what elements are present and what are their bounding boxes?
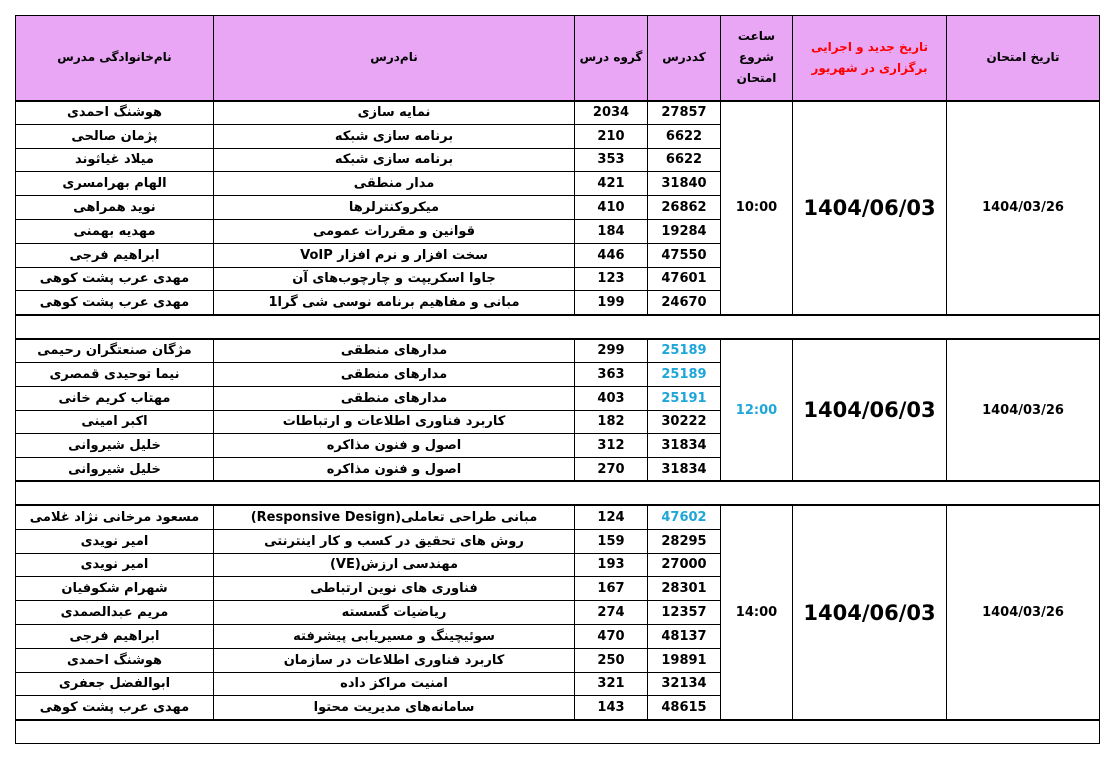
exam-date-cell: 1404/03/26 [947,339,1100,482]
table-row [16,505,1100,529]
course-group-cell: 274 [575,601,648,625]
course-code-cell: 32134 [648,672,721,696]
course-name-cell: نمایه سازی [214,101,575,125]
instructor-cell: ابراهیم فرجی [16,624,214,648]
course-code-cell: 25189 [648,339,721,363]
exam-schedule-table [15,15,1100,744]
course-name-cell: سوئیچینگ و مسیریابی پیشرفته [214,624,575,648]
course-group-cell: 321 [575,672,648,696]
course-group-cell: 410 [575,196,648,220]
group-separator-row [16,315,1100,339]
course-group-cell: 299 [575,339,648,363]
course-name-cell: مدار منطقی [214,172,575,196]
instructor-cell: الهام بهرامسری [16,172,214,196]
course-code-cell: 31840 [648,172,721,196]
group-separator-cell [16,720,1100,744]
course-code-cell: 48615 [648,696,721,720]
course-code-cell: 25189 [648,362,721,386]
new-date-cell: 1404/06/03 [793,101,947,315]
start-time-cell: 14:00 [721,505,793,719]
group-separator-cell [16,481,1100,505]
exam-date-cell: 1404/03/26 [947,101,1100,315]
course-name-cell: میکروکنترلرها [214,196,575,220]
course-group-cell: 143 [575,696,648,720]
course-code-cell: 6622 [648,124,721,148]
instructor-cell: خلیل شیروانی [16,458,214,482]
course-group-cell: 123 [575,267,648,291]
course-name-cell: مدارهای منطقی [214,362,575,386]
course-group-cell: 363 [575,362,648,386]
course-group-cell: 199 [575,291,648,315]
course-code-cell: 12357 [648,601,721,625]
instructor-cell: میلاد غیاثوند [16,148,214,172]
instructor-cell: خلیل شیروانی [16,434,214,458]
instructor-cell: ابوالفضل جعفری [16,672,214,696]
start-time-cell: 10:00 [721,101,793,315]
course-code-cell: 47550 [648,243,721,267]
header-start-time: ساعت شروع امتحان [721,16,793,101]
course-group-cell: 270 [575,458,648,482]
course-name-cell: کاربرد فناوری اطلاعات در سازمان [214,648,575,672]
course-group-cell: 184 [575,219,648,243]
course-name-cell: مبانی طراحی تعاملی(Responsive Design) [214,505,575,529]
course-group-cell: 403 [575,386,648,410]
group-separator-row [16,481,1100,505]
course-name-cell: روش های تحقیق در کسب و کار اینترنتی [214,529,575,553]
course-name-cell: اصول و فنون مذاکره [214,434,575,458]
instructor-cell: مهدی عرب پشت کوهی [16,267,214,291]
course-name-cell: مهندسی ارزش(VE) [214,553,575,577]
start-time-cell: 12:00 [721,339,793,482]
instructor-cell: نیما توحیدی قمصری [16,362,214,386]
header-instructor: نام‌خانوادگی مدرس [16,16,214,101]
exam-date-cell: 1404/03/26 [947,505,1100,719]
header-course-group: گروه درس [575,16,648,101]
header-new-date: تاریخ جدید و اجرایی برگزاری در شهریور [793,16,947,101]
course-name-cell: برنامه سازی شبکه [214,124,575,148]
instructor-cell: هوشنگ احمدی [16,101,214,125]
course-code-cell: 28295 [648,529,721,553]
course-code-cell: 31834 [648,434,721,458]
instructor-cell: مریم عبدالصمدی [16,601,214,625]
instructor-cell: مهتاب کریم خانی [16,386,214,410]
course-group-cell: 353 [575,148,648,172]
course-code-cell: 19284 [648,219,721,243]
group-separator-row [16,720,1100,744]
header-exam-date: تاریخ امتحان [947,16,1100,101]
new-date-cell: 1404/06/03 [793,505,947,719]
course-code-cell: 26862 [648,196,721,220]
course-group-cell: 470 [575,624,648,648]
course-group-cell: 2034 [575,101,648,125]
course-name-cell: سخت افزار و نرم افزار VoIP [214,243,575,267]
table-row [16,101,1100,125]
instructor-cell: ابراهیم فرجی [16,243,214,267]
course-name-cell: اصول و فنون مذاکره [214,458,575,482]
course-code-cell: 30222 [648,410,721,434]
course-name-cell: فناوری های نوین ارتباطی [214,577,575,601]
instructor-cell: مهدیه بهمنی [16,219,214,243]
course-code-cell: 27000 [648,553,721,577]
course-group-cell: 124 [575,505,648,529]
course-code-cell: 47601 [648,267,721,291]
instructor-cell: شهرام شکوفیان [16,577,214,601]
course-code-cell: 27857 [648,101,721,125]
instructor-cell: اکبر امینی [16,410,214,434]
instructor-cell: مژگان صنعتگران رحیمی [16,339,214,363]
course-name-cell: مدارهای منطقی [214,386,575,410]
course-code-cell: 25191 [648,386,721,410]
course-name-cell: ریاضیات گسسته [214,601,575,625]
new-date-cell: 1404/06/03 [793,339,947,482]
course-code-cell: 47602 [648,505,721,529]
course-name-cell: برنامه سازی شبکه [214,148,575,172]
instructor-cell: امیر نویدی [16,529,214,553]
course-name-cell: جاوا اسکریپت و چارچوب‌های آن [214,267,575,291]
course-group-cell: 193 [575,553,648,577]
course-name-cell: امنیت مراکز داده [214,672,575,696]
course-group-cell: 312 [575,434,648,458]
course-code-cell: 28301 [648,577,721,601]
instructor-cell: مهدی عرب پشت کوهی [16,696,214,720]
course-code-cell: 24670 [648,291,721,315]
header-row [16,16,1100,101]
course-code-cell: 6622 [648,148,721,172]
header-course-code: کددرس [648,16,721,101]
course-group-cell: 182 [575,410,648,434]
instructor-cell: پژمان صالحی [16,124,214,148]
course-group-cell: 210 [575,124,648,148]
course-name-cell: قوانین و مقررات عمومی [214,219,575,243]
course-name-cell: کاربرد فناوری اطلاعات و ارتباطات [214,410,575,434]
course-group-cell: 421 [575,172,648,196]
instructor-cell: مسعود مرخانی نژاد غلامی [16,505,214,529]
instructor-cell: امیر نویدی [16,553,214,577]
course-code-cell: 48137 [648,624,721,648]
header-course-name: نام‌درس [214,16,575,101]
instructor-cell: نوید همراهی [16,196,214,220]
group-separator-cell [16,315,1100,339]
course-group-cell: 446 [575,243,648,267]
instructor-cell: مهدی عرب پشت کوهی [16,291,214,315]
course-code-cell: 31834 [648,458,721,482]
instructor-cell: هوشنگ احمدی [16,648,214,672]
course-code-cell: 19891 [648,648,721,672]
table-row [16,339,1100,363]
course-name-cell: مدارهای منطقی [214,339,575,363]
course-group-cell: 250 [575,648,648,672]
course-name-cell: سامانه‌های مدیریت محتوا [214,696,575,720]
course-name-cell: مبانی و مفاهیم برنامه نوسی شی گرا1 [214,291,575,315]
course-group-cell: 159 [575,529,648,553]
course-group-cell: 167 [575,577,648,601]
